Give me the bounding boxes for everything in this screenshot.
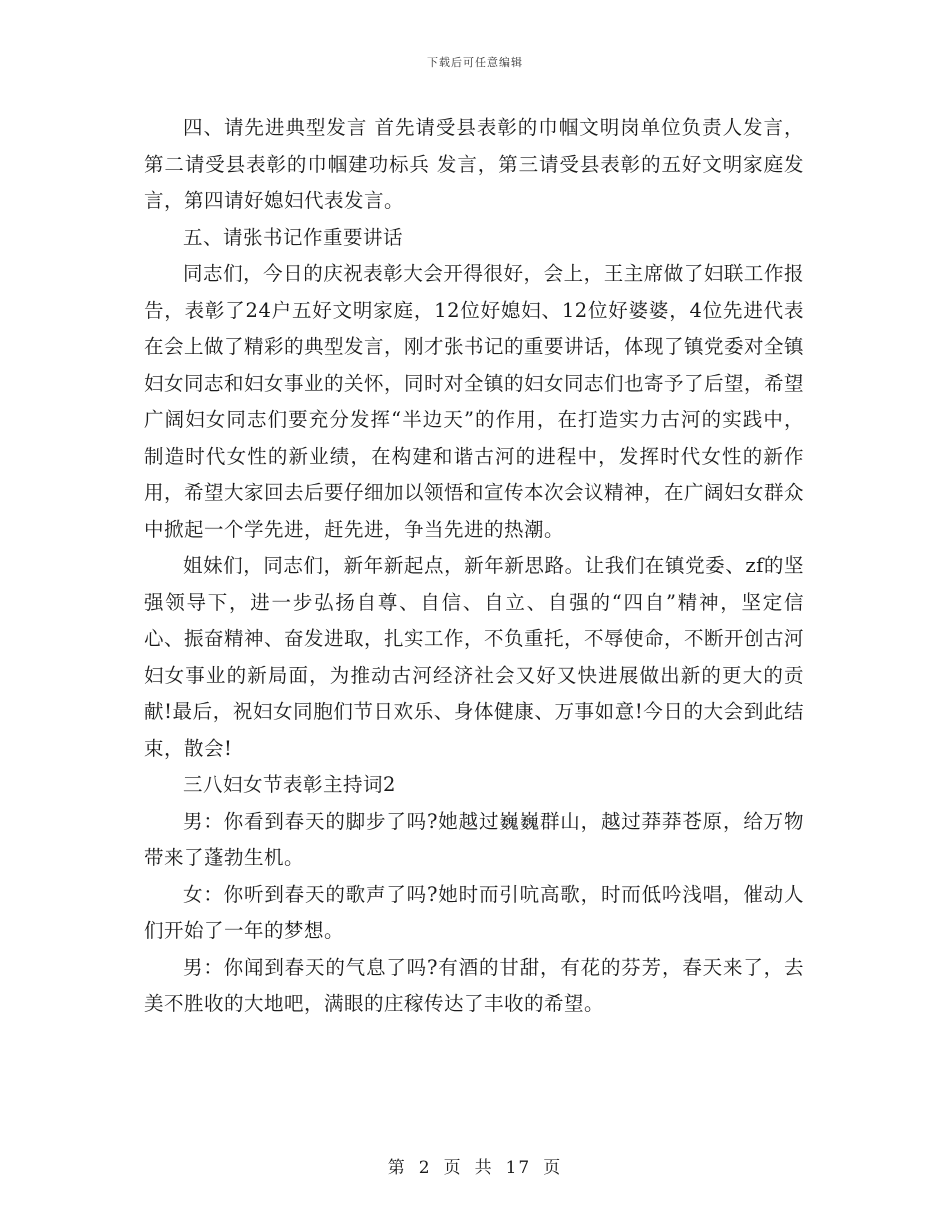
footer-page-label: 页 xyxy=(443,1158,463,1178)
document-body xyxy=(144,110,804,1023)
page-number-footer xyxy=(0,1153,950,1178)
section-title: 三八妇女节表彰主持词2 xyxy=(183,773,396,796)
paragraph-speakers: 四、请先进典型发言 首先请受县表彰的巾帼文明岗单位负责人发言，第二请受县表彰的巾帼建功标兵 发言，第三请受县表彰的五好文明家庭发言，第四请好媳妇代表发言。 xyxy=(144,116,804,212)
header-note: 下载后可任意编辑 xyxy=(427,56,523,69)
total-pages-number: 17 xyxy=(505,1158,532,1178)
dialogue-male-2: 男：你闻到春天的气息了吗?有酒的甘甜，有花的芬芳，春天来了，去美不胜收的大地吧，满眼的庄稼传达了丰收的希望。 xyxy=(144,955,804,1015)
current-page-number: 2 xyxy=(418,1158,432,1178)
dialogue-female-1: 女：你听到春天的歌声了吗?她时而引吭高歌，时而低吟浅唱，催动人们开始了一年的梦想。 xyxy=(144,882,804,942)
footer-total-label: 共 xyxy=(474,1158,494,1178)
dialogue-male-1: 男：你看到春天的脚步了吗?她越过巍巍群山，越过莽莽苍原，给万物带来了蓬勃生机。 xyxy=(144,809,804,869)
footer-suffix: 页 xyxy=(543,1158,563,1178)
paragraph-closing: 姐妹们，同志们，新年新起点，新年新思路。让我们在镇党委、zf的坚强领导下，进一步弘扬自尊、自信、自立、自强的“四自”精神，坚定信心、振奋精神、奋发进取，扎实工作，不负重托，不辱使命，不断开创古河妇女事业的新局面，为推动古河经济社会又好又快进展做出新的更大的贡献!最后，祝妇女同胞们节日欢乐、身体健康、万事如意!今日的大会到此结束，散会! xyxy=(144,554,805,760)
footer-prefix: 第 xyxy=(387,1158,407,1178)
paragraph-summary: 同志们，今日的庆祝表彰大会开得很好，会上，王主席做了妇联工作报告，表彰了24户五好文明家庭，12位好媳妇、12位好婆婆，4位先进代表在会上做了精彩的典型发言，刚才张书记的重要讲话，体现了镇党委对全镇妇女同志和妇女事业的关怀，同时对全镇的妇女同志们也寄予了后望，希望广阔妇女同志们要充分发挥“半边天”的作用，在打造实力古河的实践中，制造时代女性的新业绩，在构建和谐古河的进程中，发挥时代女性的新作用，希望大家回去后要仔细加以领悟和宣传本次会议精神，在广阔妇女群众中掀起一个学先进，赶先进，争当先进的热潮。 xyxy=(144,262,805,541)
paragraph-secretary-speech: 五、请张书记作重要讲话 xyxy=(183,225,404,249)
